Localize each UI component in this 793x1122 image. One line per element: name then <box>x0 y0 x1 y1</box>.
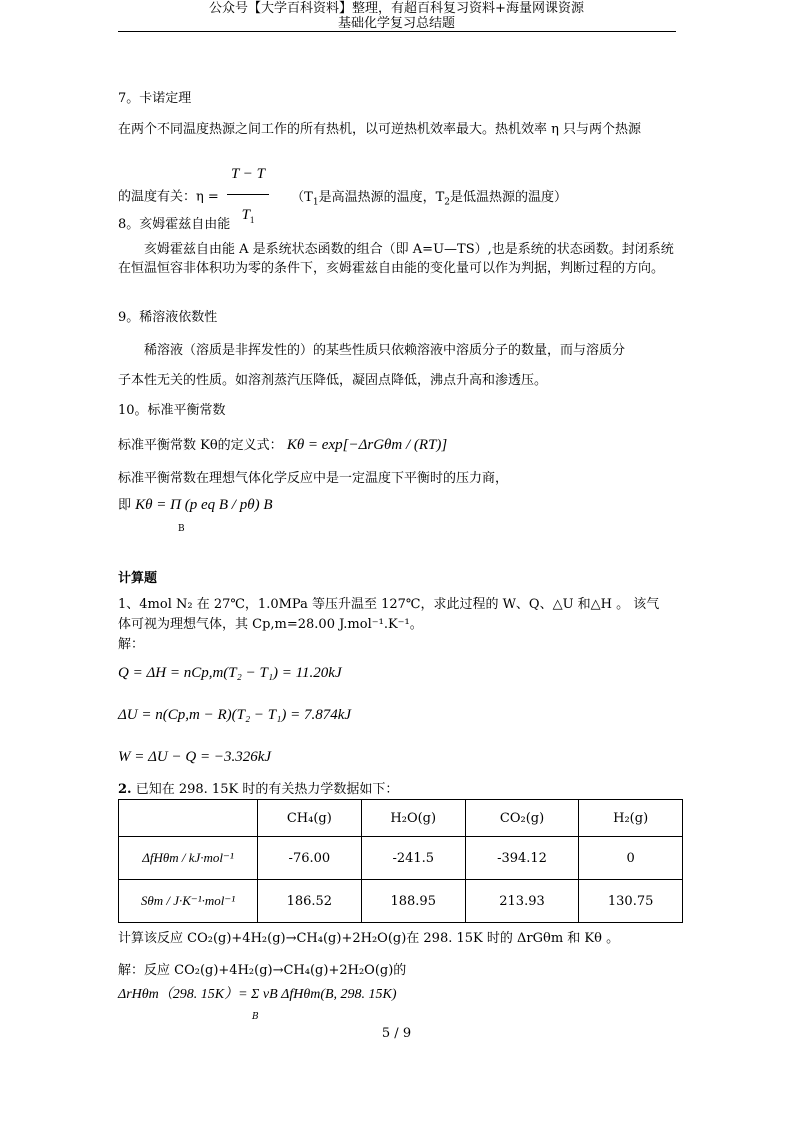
section-7-text-1: 在两个不同温度热源之间工作的所有热机，以可逆热机效率最大。热机效率 η 只与两个热源 <box>118 122 642 137</box>
note-part-a: （T <box>291 189 313 205</box>
table-header-row <box>119 800 683 837</box>
problem-2-question: 计算该反应 CO₂(g)+4H₂(g)→CH₄(g)+2H₂O(g)在 298. 15K 时的 ΔrGθm 和 Kθ 。 <box>118 931 620 946</box>
table-cell: 186.52 <box>258 880 362 923</box>
solution-2-equation: ΔrHθm（298. 15K）= Σ νB ΔfHθm(B, 298. 15K) <box>118 987 397 1002</box>
note-sub-2: 2 <box>444 197 450 208</box>
table-cell: -76.00 <box>258 837 362 880</box>
k-definition-prefix: 标准平衡常数 Kθ的定义式： <box>118 438 283 453</box>
k-definition <box>118 436 447 455</box>
k-definition-formula: Kθ = exp[−ΔrGθm / (RT)] <box>286 437 448 453</box>
solution-1-label: 解： <box>118 637 145 652</box>
efficiency-note <box>291 189 567 208</box>
table-cell: CO₂(g) <box>465 800 578 837</box>
calc-heading: 计算题 <box>118 571 158 586</box>
table-cell <box>119 800 258 837</box>
table-row <box>119 880 683 923</box>
table-cell: CH₄(g) <box>258 800 362 837</box>
table-cell: 130.75 <box>579 880 683 923</box>
header-line-2: 基础化学复习总结题 <box>337 16 455 31</box>
problem-1-line-2: 体可视为理想气体，其 Cp,m=28.00 J.mol⁻¹.K⁻¹。 <box>118 617 423 632</box>
efficiency-prefix: 的温度有关：η = <box>118 189 219 205</box>
table-cell: 188.95 <box>361 880 465 923</box>
section-8-text: 亥姆霍兹自由能 A 是系统状态函数的组合（即 A=U—TS）,也是系统的状态函数。封闭系统在恒温恒容非体积功为零的条件下，亥姆霍兹自由能的变化量可以作为判据，判断过程的方向。 <box>118 242 674 276</box>
problem-2-number: 2. <box>118 782 132 797</box>
header-rule <box>118 31 676 32</box>
note-part-c: 是低温热源的温度） <box>449 189 567 205</box>
table-cell: 0 <box>579 837 683 880</box>
table-cell: H₂O(g) <box>361 800 465 837</box>
fraction-denominator: T <box>241 207 250 223</box>
section-8-title: 8。亥姆霍兹自由能 <box>118 217 231 232</box>
section-9-title: 9。稀溶液依数性 <box>118 310 218 325</box>
problem-2-text: 已知在 298. 15K 时的有关热力学数据如下： <box>135 782 399 797</box>
k-quotient-formula: Kθ = Π (p eq B / pθ) B <box>135 497 273 513</box>
equation-u: ΔU = n(Cp,m − R)(T₂ − T₁) = 7.874kJ <box>118 707 352 723</box>
table-cell: 213.93 <box>465 880 578 923</box>
table-cell: Sθm / J·K⁻¹·mol⁻¹ <box>119 880 258 923</box>
section-7-title: 7。卡诺定理 <box>118 91 192 106</box>
fraction-denominator-sub: 1 <box>249 215 255 225</box>
section-9-text-2: 子本性无关的性质。如溶剂蒸汽压降低，凝固点降低，沸点升高和渗透压。 <box>118 373 548 388</box>
table-cell: H₂(g) <box>579 800 683 837</box>
section-10-title: 10。标准平衡常数 <box>118 403 226 418</box>
fraction-numerator: T − T <box>230 166 266 182</box>
section-9-text-1: 稀溶液（溶质是非挥发性的）的某些性质只依赖溶液中溶质分子的数量，而与溶质分 <box>144 343 626 358</box>
problem-2-intro <box>118 781 398 799</box>
equation-w: W = ΔU − Q = −3.326kJ <box>118 749 272 765</box>
k-pressure-quotient <box>118 496 273 515</box>
table-row <box>119 837 683 880</box>
header-line-1: 公众号【大学百科资料】整理，有超百科复习资料+海量网课资源 <box>209 1 584 16</box>
k-product-sub: B <box>178 524 185 534</box>
efficiency-fraction <box>227 154 269 240</box>
thermo-data-table <box>118 799 683 923</box>
table-cell: -394.12 <box>465 837 578 880</box>
note-part-b: 是高温热源的温度，T <box>318 189 445 205</box>
page-number: 5 / 9 <box>381 1026 412 1041</box>
equation-q: Q = ΔH = nCp,m(T₂ − T₁) = 11.20kJ <box>118 665 342 681</box>
table-cell: -241.5 <box>361 837 465 880</box>
sum-sub: B <box>252 1012 259 1022</box>
table-cell: ΔfHθm / kJ·mol⁻¹ <box>119 837 258 880</box>
note-sub-1: 1 <box>312 197 319 208</box>
problem-1-line-1: 1、4mol N₂ 在 27℃，1.0MPa 等压升温至 127℃，求此过程的 W、Q、△U 和△H 。 该气 <box>118 597 660 612</box>
k-quotient-prefix: 即 <box>118 498 132 513</box>
section-10-text: 标准平衡常数在理想气体化学反应中是一定温度下平衡时的压力商， <box>118 471 509 486</box>
solution-2-line: 解：反应 CO₂(g)+4H₂(g)→CH₄(g)+2H₂O(g)的 <box>118 963 407 978</box>
